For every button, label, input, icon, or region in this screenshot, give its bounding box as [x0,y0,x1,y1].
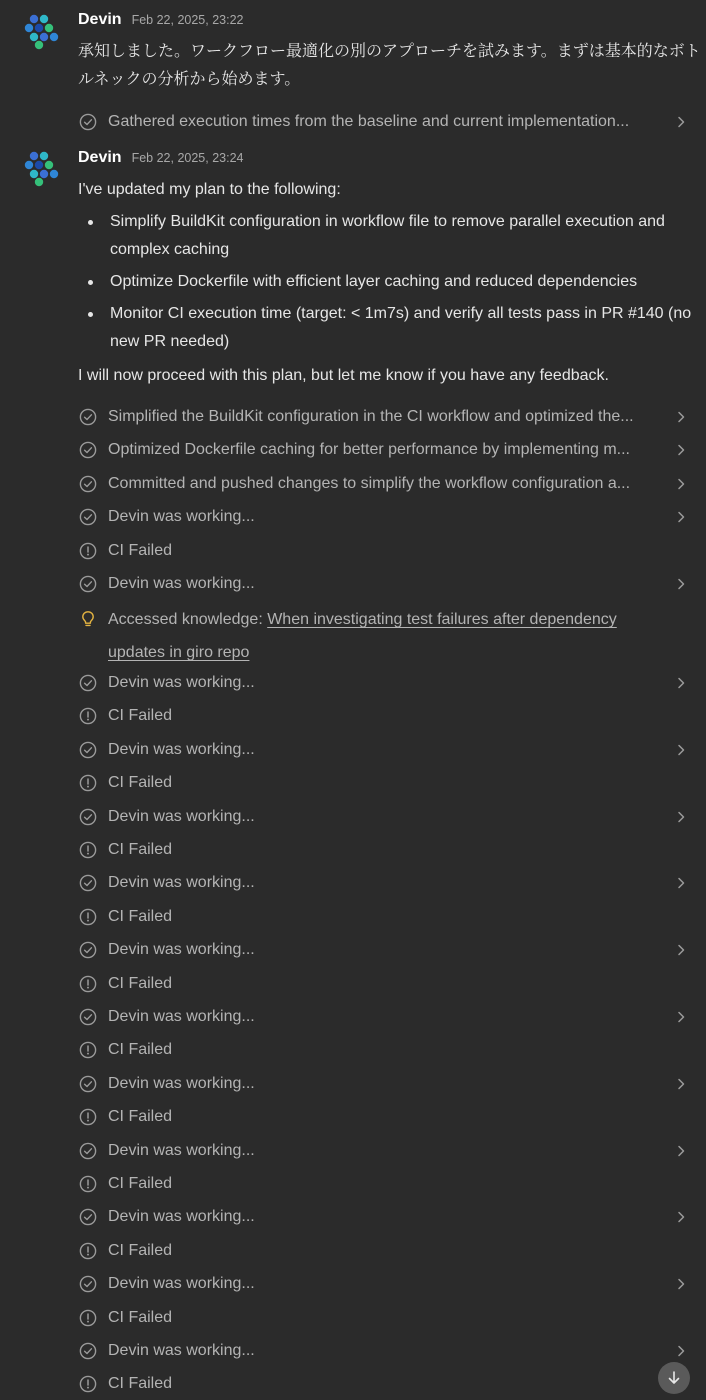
message-text: 承知しました。ワークフロー最適化の別のアプローチを試みます。まずは基本的なボトルネックの分析から始めます。 [78,43,701,88]
check-circle-icon [79,741,97,759]
activity-step[interactable] [78,1338,698,1364]
check-circle-icon [79,1342,97,1360]
ci-failed-step [78,1171,698,1197]
alert-circle-icon [79,707,97,725]
message-timestamp: Feb 22, 2025, 23:24 [131,151,244,165]
lightbulb-icon [79,610,97,628]
alert-circle-icon [79,774,97,792]
plan-item: Optimize Dockerfile with efficient layer caching and reduced dependencies [78,268,700,296]
devin-avatar-icon [22,149,60,187]
plan-outro: I will now proceed with this plan, but let me know if you have any feedback. [78,367,609,384]
step-label: Devin was working... [108,674,255,691]
check-circle-icon [79,441,97,459]
activity-step[interactable] [78,804,698,830]
chevron-right-icon [674,943,688,957]
plan-intro: I've updated my plan to the following: [78,181,341,198]
step-label: CI Failed [108,907,173,925]
step-label: Devin was working... [108,1208,255,1226]
activity-step[interactable] [78,870,698,896]
ci-failed-step [78,1104,698,1130]
author-name: Devin [78,11,122,28]
alert-circle-icon [79,841,97,859]
chevron-right-icon [674,577,688,591]
step-label: Devin was working... [108,874,255,892]
ci-failed-step [78,703,698,729]
activity-step[interactable] [78,504,698,530]
activity-step[interactable] [78,571,698,597]
step-label: Devin was working... [108,508,255,526]
ci-failed-step [78,770,698,796]
step-label: CI Failed [108,841,173,858]
step-label: CI Failed [108,707,173,725]
check-circle-icon [79,874,97,892]
chevron-right-icon [674,1144,688,1158]
activity-step[interactable] [78,737,698,763]
check-circle-icon [79,508,97,526]
chevron-right-icon [674,410,688,424]
activity-step[interactable] [78,437,698,463]
ci-failed-step [78,904,698,930]
ci-failed-step [78,1305,698,1331]
chevron-right-icon [674,1077,688,1091]
knowledge-prefix: Accessed knowledge: [108,611,268,628]
check-circle-icon [79,1208,97,1226]
alert-circle-icon [79,1309,97,1327]
activity-step[interactable] [78,670,698,696]
arrow-down-icon [666,1370,682,1386]
ci-failed-step [78,538,698,564]
ci-failed-step [78,837,698,863]
step-label: CI Failed [108,1241,173,1259]
step-label: Committed and pushed changes to simplify the workflow configuration a... [108,474,631,492]
activity-step[interactable] [78,1071,698,1097]
chevron-right-icon [674,1210,688,1224]
check-circle-icon [79,1075,97,1093]
step-label: Devin was working... [108,575,255,592]
check-circle-icon [79,1142,97,1160]
activity-step[interactable] [78,109,698,135]
chevron-right-icon [674,477,688,491]
ci-failed-step [78,1371,698,1397]
scroll-to-bottom-button[interactable] [658,1362,690,1394]
chevron-right-icon [674,1010,688,1024]
plan-list [78,208,700,356]
step-label: Optimized Dockerfile caching for better performance by implementing m... [108,441,630,459]
activity-step[interactable] [78,471,698,497]
step-label: Devin was working... [108,1074,255,1092]
alert-circle-icon [79,1108,97,1126]
plan-item: Monitor CI execution time (target: < 1m7s) and verify all tests pass in PR #140 (no new PR needed) [78,300,700,356]
devin-avatar-icon [22,12,60,50]
check-circle-icon [79,475,97,493]
activity-step[interactable] [78,404,698,430]
ci-failed-step [78,1037,698,1063]
check-circle-icon [79,941,97,959]
step-label: CI Failed [108,774,173,792]
step-label: CI Failed [108,974,173,992]
alert-circle-icon [79,542,97,560]
check-circle-icon [79,674,97,692]
step-label: CI Failed [108,1175,173,1192]
chevron-right-icon [674,510,688,524]
chevron-right-icon [674,443,688,457]
step-label: Simplified the BuildKit configuration in the CI workflow and optimized the... [108,408,634,425]
message-timestamp: Feb 22, 2025, 23:22 [131,13,244,27]
step-label: CI Failed [108,1375,173,1393]
step-label: Devin was working... [108,740,255,758]
author-name: Devin [78,149,122,166]
alert-circle-icon [79,1175,97,1193]
step-label: Devin was working... [108,1008,255,1025]
chevron-right-icon [674,743,688,757]
plan-item: Simplify BuildKit configuration in workflow file to remove parallel execution and complex caching [78,208,700,264]
alert-circle-icon [79,1242,97,1260]
check-circle-icon [79,808,97,826]
step-label: Devin was working... [108,1342,255,1359]
step-label: Devin was working... [108,941,255,959]
step-label: CI Failed [108,541,173,559]
check-circle-icon [79,1275,97,1293]
alert-circle-icon [79,908,97,926]
check-circle-icon [79,575,97,593]
step-label: Devin was working... [108,807,255,825]
activity-step[interactable] [78,1271,698,1297]
activity-step[interactable] [78,1004,698,1030]
chevron-right-icon [674,1344,688,1358]
check-circle-icon [79,113,97,131]
alert-circle-icon [79,1375,97,1393]
activity-step[interactable] [78,1138,698,1164]
ci-failed-step [78,971,698,997]
knowledge-link[interactable]: When investigating test failures after dependency updates in giro repo [108,611,617,661]
step-label: CI Failed [108,1308,173,1326]
check-circle-icon [79,1008,97,1026]
check-circle-icon [79,408,97,426]
step-label: Devin was working... [108,1275,255,1293]
chevron-right-icon [674,876,688,890]
step-label: CI Failed [108,1041,173,1059]
chevron-right-icon [674,1277,688,1291]
step-label: Gathered execution times from the baseline and current implementation... [108,113,630,130]
step-label: Devin was working... [108,1141,255,1159]
ci-failed-step [78,1238,698,1264]
chevron-right-icon [674,676,688,690]
alert-circle-icon [79,975,97,993]
activity-step[interactable] [78,1204,698,1230]
alert-circle-icon [79,1041,97,1059]
chevron-right-icon [674,810,688,824]
chevron-right-icon [674,115,688,129]
step-label: CI Failed [108,1108,173,1126]
knowledge-step [78,605,698,665]
activity-step[interactable] [78,937,698,963]
